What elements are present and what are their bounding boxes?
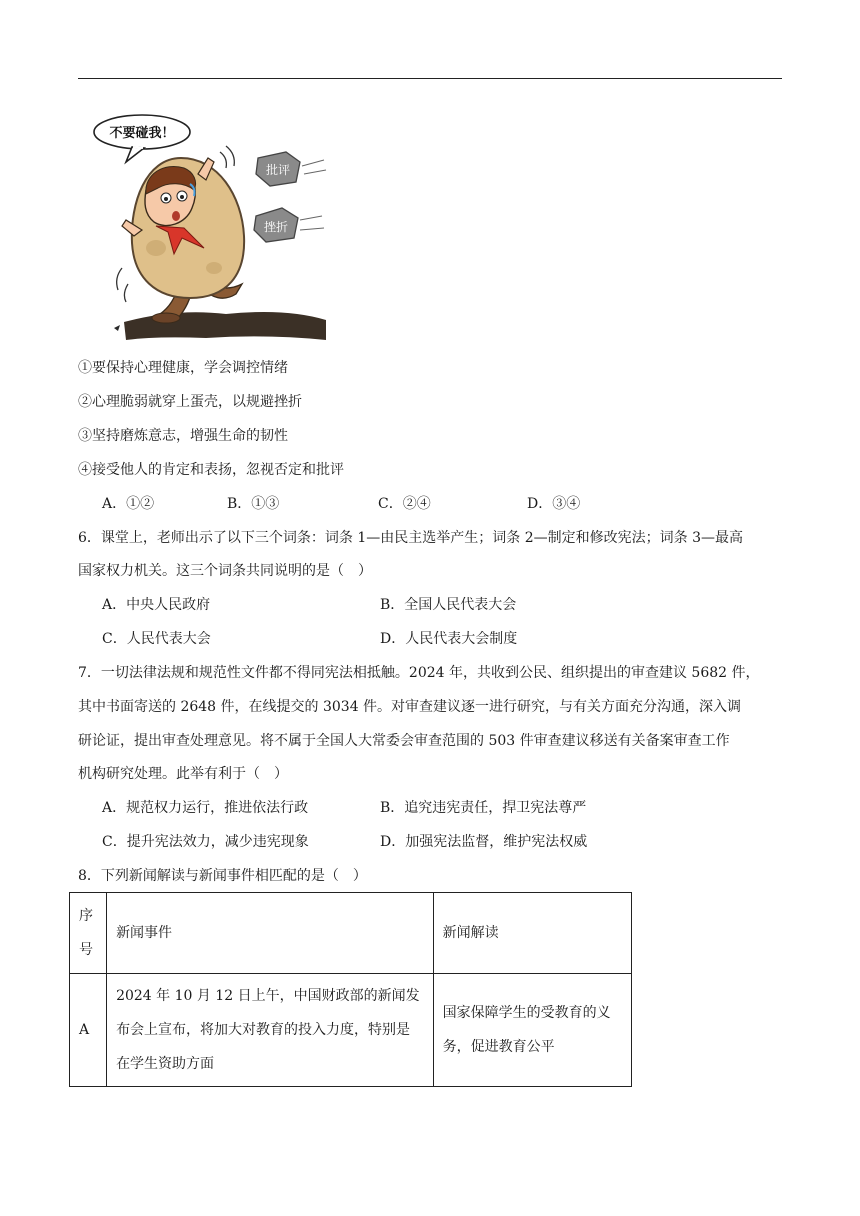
q5-option-c[interactable]: C．②④ (378, 496, 431, 512)
q5-option-b[interactable]: B．①③ (227, 496, 280, 512)
q7-option-c[interactable]: C．提升宪法效力，减少违宪现象 (102, 834, 309, 850)
rock-criticism-text: 批评 (265, 163, 291, 177)
table-row (70, 974, 632, 1087)
q6-option-a[interactable]: A．中央人民政府 (102, 597, 211, 613)
q7-stem-line-3: 研论证，提出审查处理意见。将不属于全国人大常委会审查范围的 503 件审查建议移送有关备案审查工作 (78, 733, 730, 749)
q5-statement-4: ④接受他人的肯定和表扬，忽视否定和批评 (78, 462, 344, 478)
q6-stem-line-2: 国家权力机关。这三个词条共同说明的是（ ） (78, 563, 372, 579)
q6-option-b[interactable]: B．全国人民代表大会 (380, 597, 517, 613)
q5-statement-1: ①要保持心理健康，学会调控情绪 (78, 360, 288, 376)
q7-stem-line-1: 7．一切法律法规和规范性文件都不得同宪法相抵触。2024 年，共收到公民、组织提出的审查建议 5682 件， (78, 665, 760, 681)
q6-stem-line-1: 6．课堂上，老师出示了以下三个词条：词条 1—由民主选举产生；词条 2—制定和修改宪法；词条 3—最高 (78, 530, 743, 546)
row-event: 2024 年 10 月 12 日上午，中国财政部的新闻发布会上宣布，将加大对教育的投入力度，特别是在学生资助方面 (107, 974, 434, 1087)
q7-option-b[interactable]: B．追究违宪责任，捍卫宪法尊严 (380, 800, 587, 816)
row-id: A (70, 974, 107, 1087)
cartoon-egg-illustration (86, 108, 328, 346)
header-news-interpretation: 新闻解读 (433, 893, 631, 974)
rock-setback-text: 挫折 (263, 220, 289, 234)
q7-stem-line-2: 其中书面寄送的 2648 件，在线提交的 3034 件。对审查建议逐一进行研究，与有关方面充分沟通，深入调 (78, 699, 742, 715)
speech-text: 不要碰我！ (109, 125, 175, 140)
q6-option-d[interactable]: D．人民代表大会制度 (380, 631, 518, 647)
header-news-event: 新闻事件 (107, 893, 434, 974)
q5-option-d[interactable]: D．③④ (527, 496, 581, 512)
news-table (69, 892, 632, 1087)
q5-option-a[interactable]: A．①② (102, 496, 155, 512)
header-rule (78, 78, 782, 79)
q5-statement-3: ③坚持磨炼意志，增强生命的韧性 (78, 428, 288, 444)
q8-stem: 8．下列新闻解读与新闻事件相匹配的是（ ） (78, 868, 367, 884)
q7-stem-line-4: 机构研究处理。此举有利于（ ） (78, 766, 288, 782)
q7-option-d[interactable]: D．加强宪法监督，维护宪法权威 (380, 834, 588, 850)
q5-statement-2: ②心理脆弱就穿上蛋壳，以规避挫折 (78, 394, 302, 410)
q7-option-a[interactable]: A．规范权力运行，推进依法行政 (102, 800, 309, 816)
table-header-row (70, 893, 632, 974)
q6-option-c[interactable]: C．人民代表大会 (102, 631, 211, 647)
row-interpretation: 国家保障学生的受教育的义务，促进教育公平 (433, 974, 631, 1087)
header-serial: 序号 (70, 893, 107, 974)
